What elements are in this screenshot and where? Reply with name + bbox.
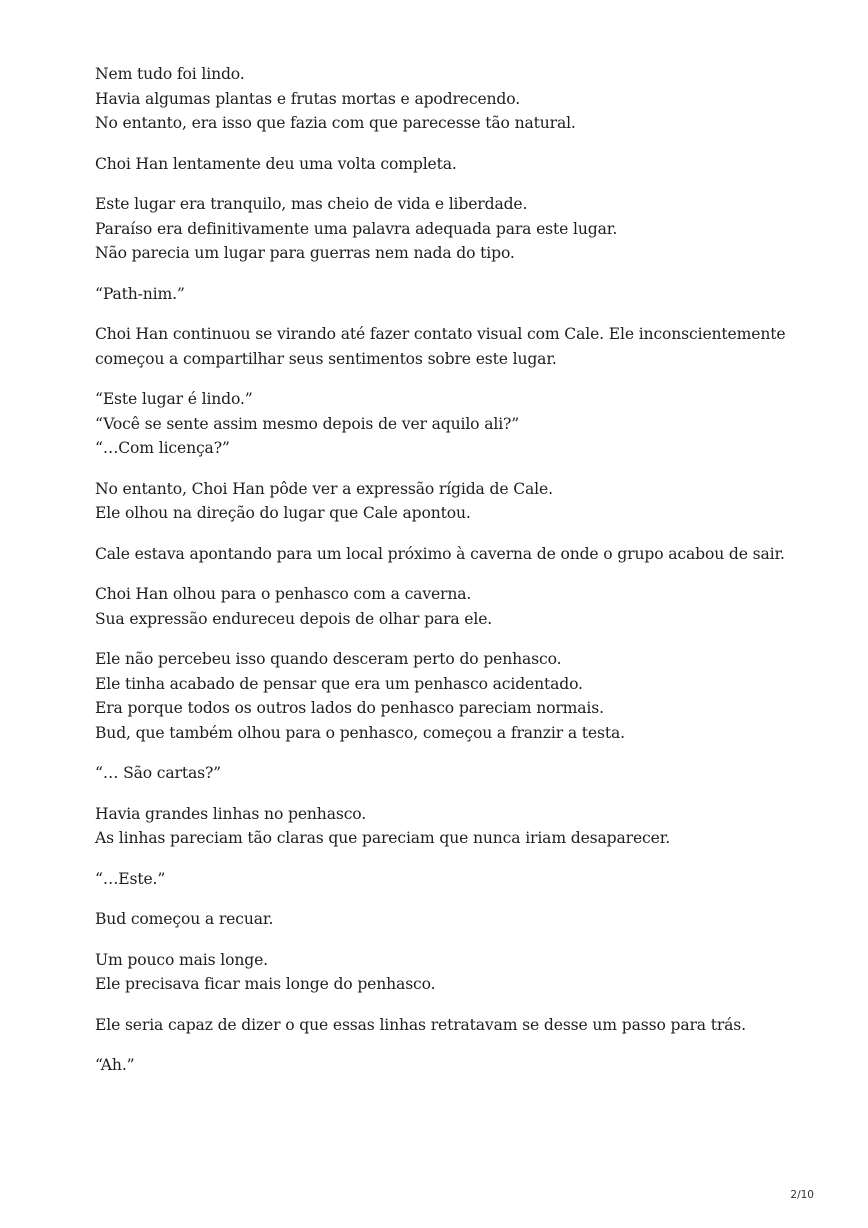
document-body (95, 62, 795, 1094)
paragraph (95, 477, 795, 526)
text-line: Um pouco mais longe. (95, 950, 268, 969)
text-line: “Path-nim.” (95, 284, 185, 303)
paragraph (95, 282, 795, 307)
paragraph (95, 152, 795, 177)
text-line: No entanto, Choi Han pôde ver a expressão rígida de Cale. (95, 479, 553, 498)
text-line: Choi Han lentamente deu uma volta completa. (95, 154, 457, 173)
text-line: Este lugar era tranquilo, mas cheio de vida e liberdade. (95, 195, 528, 213)
text-line: Nem tudo foi lindo. (95, 65, 245, 83)
text-line: Ele seria capaz de dizer o que essas linhas retratavam se desse um passo para trás. (95, 1015, 746, 1034)
text-line: “…Com licença?” (95, 439, 230, 457)
text-line: Ele tinha acabado de pensar que era um penhasco acidentado. (95, 674, 583, 693)
text-line: Não parecia um lugar para guerras nem nada do tipo. (95, 244, 515, 262)
paragraph (95, 802, 795, 851)
paragraph (95, 322, 795, 371)
paragraph (95, 867, 795, 892)
text-line: “Você se sente assim mesmo depois de ver aquilo ali?” (95, 414, 520, 433)
paragraph (95, 761, 795, 786)
paragraph (95, 647, 795, 745)
text-line: “… São cartas?” (95, 764, 221, 782)
text-line: Ele não percebeu isso quando desceram perto do penhasco. (95, 650, 562, 668)
paragraph (95, 1013, 795, 1038)
text-line: Havia grandes linhas no penhasco. (95, 804, 367, 823)
text-line: Bud, que também olhou para o penhasco, começou a franzir a testa. (95, 723, 625, 742)
text-line: “…Este.” (95, 869, 166, 888)
text-line: começou a compartilhar seus sentimentos sobre este lugar. (95, 349, 557, 368)
text-line: “Este lugar é lindo.” (95, 390, 253, 408)
text-line: Era porque todos os outros lados do penhasco pareciam normais. (95, 699, 604, 717)
paragraph (95, 907, 795, 932)
text-line: Choi Han continuou se virando até fazer contato visual com Cale. Ele inconscientemente (95, 325, 786, 343)
text-line: Paraíso era definitivamente uma palavra adequada para este lugar. (95, 219, 618, 238)
text-line: Bud começou a recuar. (95, 910, 274, 928)
paragraph (95, 542, 795, 567)
text-line: No entanto, era isso que fazia com que parecesse tão natural. (95, 114, 576, 132)
text-line: Ele precisava ficar mais longe do penhasco. (95, 975, 436, 993)
text-line: Havia algumas plantas e frutas mortas e apodrecendo. (95, 89, 521, 108)
text-line: Sua expressão endureceu depois de olhar para ele. (95, 609, 493, 628)
text-line: Cale estava apontando para um local próximo à caverna de onde o grupo acabou de sair. (95, 544, 785, 563)
text-line: As linhas pareciam tão claras que pareciam que nunca iriam desaparecer. (95, 829, 671, 847)
text-line: Choi Han olhou para o penhasco com a caverna. (95, 585, 472, 603)
paragraph (95, 192, 795, 266)
paragraph (95, 948, 795, 997)
text-line: “Ah.” (95, 1056, 135, 1074)
paragraph (95, 62, 795, 136)
paragraph (95, 1053, 795, 1078)
paragraph (95, 582, 795, 631)
paragraph (95, 387, 795, 461)
text-line: Ele olhou na direção do lugar que Cale apontou. (95, 504, 471, 522)
page-number: 2/10 (790, 1189, 814, 1201)
